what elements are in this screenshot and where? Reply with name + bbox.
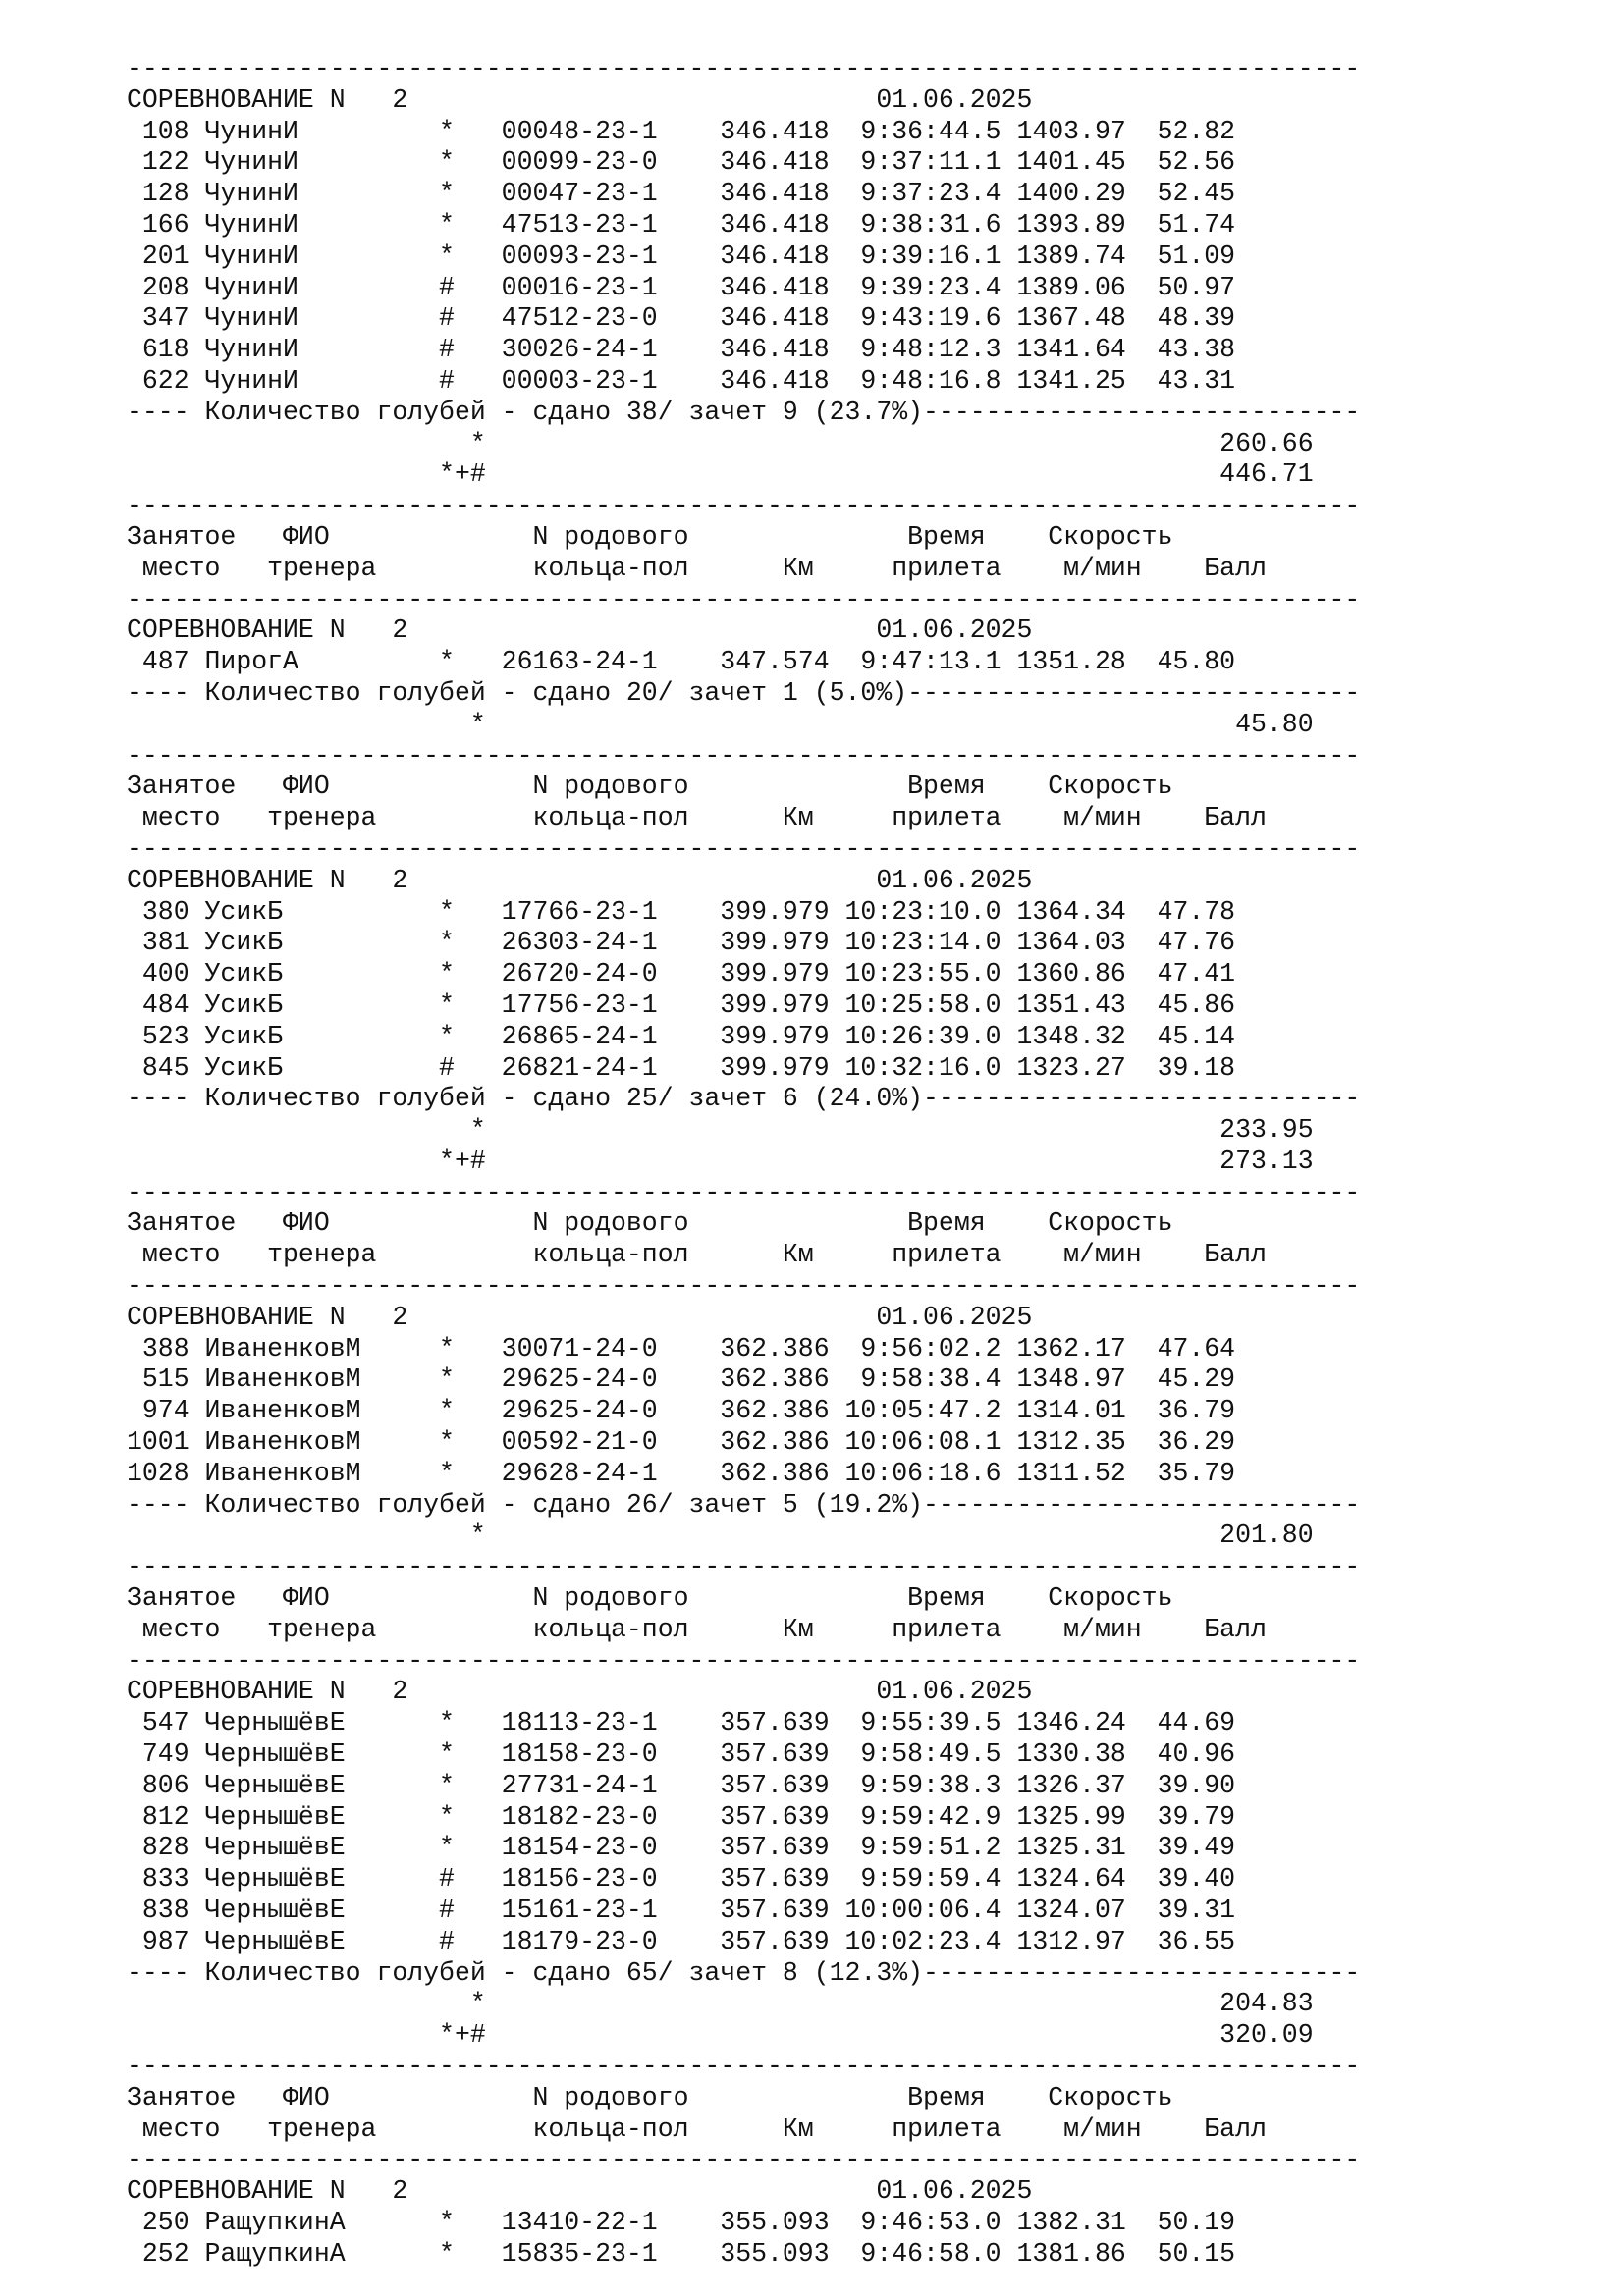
- competition-header: СОРЕВНОВАНИЕ N 2 01.06.2025: [127, 865, 1033, 895]
- column-header: Занятое ФИО N родового Время Скорость: [127, 521, 1173, 552]
- result-row: 833 ЧернышёвЕ # 18156-23-0 357.639 9:59:59.4 1324.64 39.40: [127, 1864, 1236, 1895]
- result-row: 201 ЧунинИ * 00093-23-1 346.418 9:39:16.1 1389.74 51.09: [127, 240, 1236, 271]
- competition-header: СОРЕВНОВАНИЕ N 2 01.06.2025: [127, 2176, 1033, 2207]
- column-header: место тренера кольца-пол Км прилета м/мин Балл: [127, 2113, 1267, 2144]
- result-row: 122 ЧунинИ * 00099-23-0 346.418 9:37:11.1 1401.45 52.56: [127, 147, 1236, 178]
- summary-line: ---- Количество голубей - сдано 65/ зачет 8 (12.3%)----------------------------: [127, 1957, 1361, 1988]
- result-row: 166 ЧунинИ * 47513-23-1 346.418 9:38:31.6 1393.89 51.74: [127, 209, 1236, 240]
- result-row: 622 ЧунинИ # 00003-23-1 346.418 9:48:16.8 1341.25 43.31: [127, 365, 1236, 396]
- column-header: место тренера кольца-пол Км прилета м/мин Балл: [127, 553, 1267, 583]
- result-row: 806 ЧернышёвЕ * 27731-24-1 357.639 9:59:38.3 1326.37 39.90: [127, 1770, 1236, 1800]
- column-header: место тренера кольца-пол Км прилета м/мин Балл: [127, 1614, 1267, 1644]
- result-row: 252 РащупкинА * 15835-23-1 355.093 9:46:58.0 1381.86 50.15: [127, 2238, 1236, 2269]
- result-row: 380 УсикБ * 17766-23-1 399.979 10:23:10.0 1364.34 47.78: [127, 896, 1236, 927]
- result-row: 838 ЧернышёвЕ # 15161-23-1 357.639 10:00:06.4 1324.07 39.31: [127, 1896, 1236, 1926]
- total-score-line: * 233.95: [127, 1115, 1314, 1146]
- result-row: 381 УсикБ * 26303-24-1 399.979 10:23:14.0 1364.03 47.76: [127, 928, 1236, 958]
- result-row: 208 ЧунинИ # 00016-23-1 346.418 9:39:23.4 1389.06 50.97: [127, 272, 1236, 302]
- result-row: 523 УсикБ * 26865-24-1 399.979 10:26:39.0 1348.32 45.14: [127, 1021, 1236, 1051]
- total-score-line: *+# 446.71: [127, 459, 1314, 490]
- competition-header: СОРЕВНОВАНИЕ N 2 01.06.2025: [127, 1677, 1033, 1707]
- separator-line: -------------------------------------------------------------------------------: [127, 833, 1361, 864]
- result-row: 515 ИваненковМ * 29625-24-0 362.386 9:58:38.4 1348.97 45.29: [127, 1364, 1236, 1395]
- summary-line: ---- Количество голубей - сдано 26/ зачет 5 (19.2%)----------------------------: [127, 1489, 1361, 1520]
- competition-header: СОРЕВНОВАНИЕ N 2 01.06.2025: [127, 1302, 1033, 1332]
- total-score-line: *+# 320.09: [127, 2020, 1314, 2051]
- summary-line: ---- Количество голубей - сдано 20/ зачет 1 (5.0%)-----------------------------: [127, 677, 1361, 708]
- result-row: 108 ЧунинИ * 00048-23-1 346.418 9:36:44.5 1403.97 52.82: [127, 116, 1236, 146]
- result-row: 749 ЧернышёвЕ * 18158-23-0 357.639 9:58:49.5 1330.38 40.96: [127, 1739, 1236, 1770]
- result-row: 974 ИваненковМ * 29625-24-0 362.386 10:05:47.2 1314.01 36.79: [127, 1396, 1236, 1426]
- separator-line: -------------------------------------------------------------------------------: [127, 54, 1361, 83]
- result-row: 250 РащупкинА * 13410-22-1 355.093 9:46:53.0 1382.31 50.19: [127, 2207, 1236, 2237]
- separator-line: -------------------------------------------------------------------------------: [127, 2052, 1361, 2081]
- result-row: 845 УсикБ # 26821-24-1 399.979 10:32:16.0 1323.27 39.18: [127, 1052, 1236, 1083]
- result-row: 812 ЧернышёвЕ * 18182-23-0 357.639 9:59:42.9 1325.99 39.79: [127, 1801, 1236, 1832]
- competition-results-report: [127, 54, 1360, 2270]
- column-header: Занятое ФИО N родового Время Скорость: [127, 1583, 1173, 1614]
- column-header: Занятое ФИО N родового Время Скорость: [127, 2082, 1173, 2112]
- separator-line: -------------------------------------------------------------------------------: [127, 2145, 1361, 2175]
- result-row: 400 УсикБ * 26720-24-0 399.979 10:23:55.0 1360.86 47.41: [127, 959, 1236, 989]
- column-header: место тренера кольца-пол Км прилета м/мин Балл: [127, 803, 1267, 833]
- separator-line: -------------------------------------------------------------------------------: [127, 740, 1361, 771]
- total-score-line: * 204.83: [127, 1989, 1314, 2019]
- column-header: Занятое ФИО N родового Время Скорость: [127, 1208, 1173, 1239]
- total-score-line: * 260.66: [127, 428, 1314, 458]
- separator-line: -------------------------------------------------------------------------------: [127, 1271, 1361, 1302]
- separator-line: -------------------------------------------------------------------------------: [127, 1177, 1361, 1207]
- separator-line: -------------------------------------------------------------------------------: [127, 1645, 1361, 1676]
- result-row: 388 ИваненковМ * 30071-24-0 362.386 9:56:02.2 1362.17 47.64: [127, 1333, 1236, 1363]
- result-row: 828 ЧернышёвЕ * 18154-23-0 357.639 9:59:51.2 1325.31 39.49: [127, 1833, 1236, 1863]
- competition-header: СОРЕВНОВАНИЕ N 2 01.06.2025: [127, 84, 1033, 115]
- result-row: 1001 ИваненковМ * 00592-21-0 362.386 10:06:08.1 1312.35 36.29: [127, 1427, 1236, 1458]
- summary-line: ---- Количество голубей - сдано 25/ зачет 6 (24.0%)----------------------------: [127, 1084, 1361, 1114]
- total-score-line: *+# 273.13: [127, 1146, 1314, 1176]
- column-header: Занятое ФИО N родового Время Скорость: [127, 772, 1173, 802]
- result-row: 547 ЧернышёвЕ * 18113-23-1 357.639 9:55:39.5 1346.24 44.69: [127, 1708, 1236, 1738]
- result-row: 618 ЧунинИ # 30026-24-1 346.418 9:48:12.3 1341.64 43.38: [127, 335, 1236, 365]
- separator-line: -------------------------------------------------------------------------------: [127, 584, 1361, 614]
- result-row: 987 ЧернышёвЕ # 18179-23-0 357.639 10:02:23.4 1312.97 36.55: [127, 1926, 1236, 1956]
- result-row: 487 ПирогА * 26163-24-1 347.574 9:47:13.1 1351.28 45.80: [127, 647, 1236, 677]
- result-row: 484 УсикБ * 17756-23-1 399.979 10:25:58.0 1351.43 45.86: [127, 989, 1236, 1020]
- summary-line: ---- Количество голубей - сдано 38/ зачет 9 (23.7%)----------------------------: [127, 397, 1361, 427]
- result-row: 347 ЧунинИ # 47512-23-0 346.418 9:43:19.6 1367.48 48.39: [127, 303, 1236, 334]
- separator-line: -------------------------------------------------------------------------------: [127, 1552, 1361, 1582]
- result-row: 1028 ИваненковМ * 29628-24-1 362.386 10:06:18.6 1311.52 35.79: [127, 1458, 1236, 1488]
- competition-header: СОРЕВНОВАНИЕ N 2 01.06.2025: [127, 615, 1033, 646]
- total-score-line: * 45.80: [127, 709, 1314, 739]
- result-row: 128 ЧунинИ * 00047-23-1 346.418 9:37:23.4 1400.29 52.45: [127, 179, 1236, 209]
- column-header: место тренера кольца-пол Км прилета м/мин Балл: [127, 1240, 1267, 1270]
- total-score-line: * 201.80: [127, 1521, 1314, 1551]
- separator-line: -------------------------------------------------------------------------------: [127, 491, 1361, 521]
